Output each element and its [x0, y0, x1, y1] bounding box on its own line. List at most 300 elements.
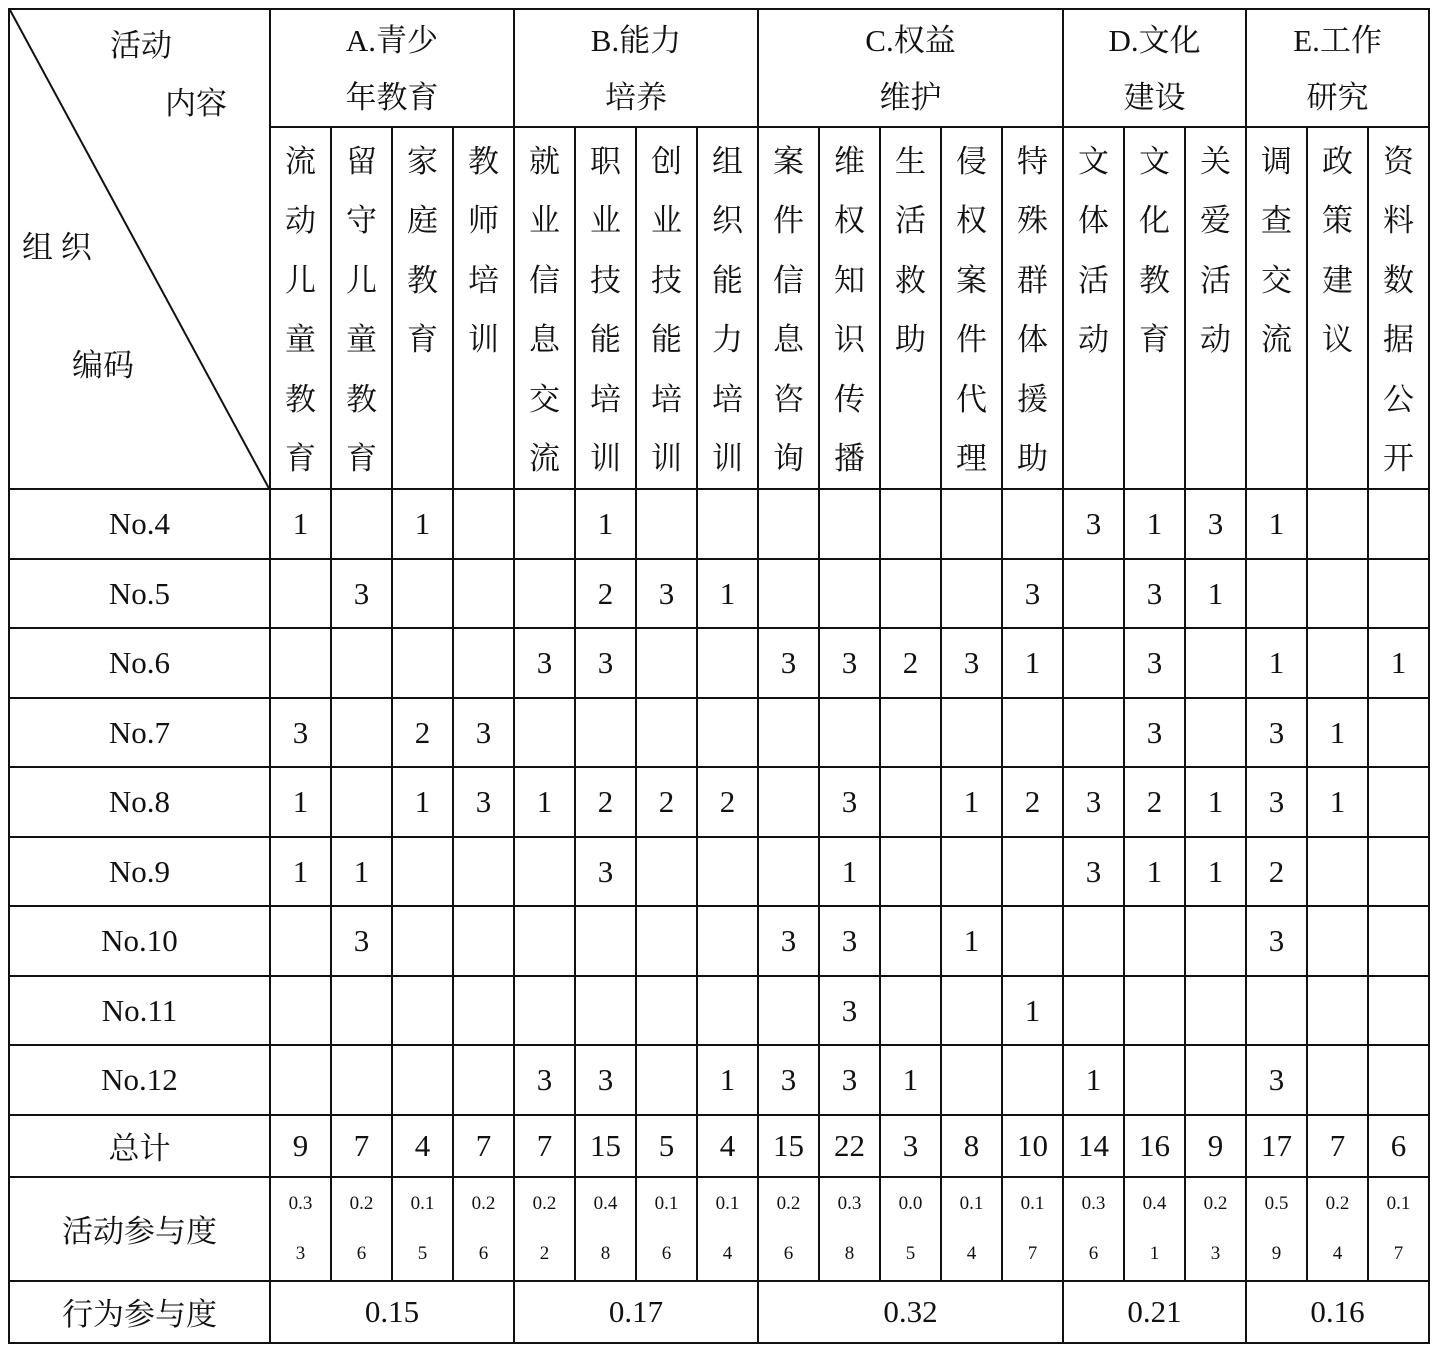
score-cell: [758, 489, 819, 559]
table-row: [9, 976, 1429, 1046]
score-cell: [758, 837, 819, 907]
sub-activity-label: 留 守 儿 童 教 育: [346, 144, 377, 477]
total-cell: 16: [1124, 1115, 1185, 1177]
score-cell: 2: [392, 698, 453, 768]
score-cell: 1: [270, 837, 331, 907]
score-cell: 2: [1124, 767, 1185, 837]
score-cell: [270, 559, 331, 629]
score-cell: 2: [575, 767, 636, 837]
table-row: [9, 837, 1429, 907]
table-row: [9, 559, 1429, 629]
corner-top-label-2: 内容: [165, 86, 227, 121]
score-cell: [1307, 976, 1368, 1046]
score-cell: [270, 906, 331, 976]
score-cell: 1: [392, 489, 453, 559]
score-cell: [1063, 628, 1124, 698]
total-cell: 15: [758, 1115, 819, 1177]
activity-participation-cell: [1368, 1177, 1429, 1281]
score-cell: [392, 976, 453, 1046]
score-cell: [1063, 698, 1124, 768]
score-cell: 1: [514, 767, 575, 837]
score-cell: 1: [1246, 628, 1307, 698]
group-header: [514, 9, 758, 127]
score-cell: [331, 628, 392, 698]
score-cell: [636, 628, 697, 698]
score-cell: 1: [331, 837, 392, 907]
score-cell: 3: [270, 698, 331, 768]
participation-value-part-1: 0.1: [715, 1192, 740, 1214]
score-cell: 3: [1246, 698, 1307, 768]
row-label: No.6: [9, 628, 270, 698]
table-row: [9, 767, 1429, 837]
sub-activity-label: 教 师 培 训: [468, 144, 499, 358]
total-row: [9, 1115, 1429, 1177]
score-cell: 1: [697, 1045, 758, 1115]
score-cell: 1: [1124, 837, 1185, 907]
sub-activity-header: [392, 127, 453, 489]
score-cell: [880, 767, 941, 837]
score-cell: [1368, 837, 1429, 907]
score-cell: 3: [514, 628, 575, 698]
participation-value-part-1: 0.1: [959, 1192, 984, 1214]
table-row: [9, 698, 1429, 768]
score-cell: [392, 906, 453, 976]
group-title-line-1: B.能力: [590, 23, 682, 58]
row-label: No.5: [9, 559, 270, 629]
score-cell: [1185, 976, 1246, 1046]
participation-value-part-2: 6: [783, 1242, 794, 1264]
score-cell: 3: [1063, 767, 1124, 837]
score-cell: 3: [1124, 698, 1185, 768]
score-cell: [941, 698, 1002, 768]
table-row: [9, 489, 1429, 559]
activity-participation-cell: [1307, 1177, 1368, 1281]
score-cell: [1185, 906, 1246, 976]
participation-table: [8, 8, 1430, 1344]
score-cell: [1002, 1045, 1063, 1115]
score-cell: [331, 767, 392, 837]
score-cell: 3: [1185, 489, 1246, 559]
score-cell: [636, 906, 697, 976]
behavior-participation-label: 行为参与度: [9, 1281, 270, 1343]
sub-activity-header: [331, 127, 392, 489]
score-cell: 3: [819, 767, 880, 837]
score-cell: [697, 698, 758, 768]
group-title-line-1: E.工作: [1293, 23, 1382, 58]
activity-participation-cell: [331, 1177, 392, 1281]
score-cell: 1: [941, 906, 1002, 976]
participation-value-part-1: 0.2: [471, 1192, 496, 1214]
score-cell: [758, 976, 819, 1046]
behavior-participation-cell: 0.32: [758, 1281, 1063, 1343]
score-cell: 3: [1002, 559, 1063, 629]
participation-value-part-1: 0.5: [1264, 1192, 1289, 1214]
score-cell: 3: [819, 1045, 880, 1115]
behavior-participation-cell: 0.17: [514, 1281, 758, 1343]
row-label: No.9: [9, 837, 270, 907]
sub-activity-label: 生 活 救 助: [895, 144, 926, 358]
score-cell: 2: [697, 767, 758, 837]
score-cell: [880, 837, 941, 907]
score-cell: 2: [636, 767, 697, 837]
score-cell: [758, 559, 819, 629]
sub-activity-header: [270, 127, 331, 489]
sub-activity-header: [453, 127, 514, 489]
score-cell: 1: [697, 559, 758, 629]
score-cell: [270, 1045, 331, 1115]
score-cell: [514, 698, 575, 768]
sub-activity-label: 组 织 能 力 培 训: [712, 144, 743, 477]
score-cell: [453, 906, 514, 976]
sub-activity-header: [880, 127, 941, 489]
activity-participation-cell: [941, 1177, 1002, 1281]
total-cell: 4: [697, 1115, 758, 1177]
score-cell: [1307, 628, 1368, 698]
corner-left-label-2: 编码: [72, 348, 134, 383]
score-cell: [575, 906, 636, 976]
total-cell: 5: [636, 1115, 697, 1177]
score-cell: [758, 767, 819, 837]
score-cell: 3: [636, 559, 697, 629]
score-cell: [1063, 559, 1124, 629]
score-cell: [1063, 906, 1124, 976]
sub-activity-label: 侵 权 案 件 代 理: [956, 144, 987, 477]
activity-participation-cell: [880, 1177, 941, 1281]
score-cell: 3: [453, 698, 514, 768]
participation-value-part-2: 6: [1088, 1242, 1099, 1264]
sub-activity-header: [514, 127, 575, 489]
row-label: No.11: [9, 976, 270, 1046]
total-cell: 22: [819, 1115, 880, 1177]
group-title-line-2: 研究: [1306, 80, 1369, 115]
score-cell: [941, 837, 1002, 907]
sub-activity-label: 维 权 知 识 传 播: [834, 144, 865, 477]
behavior-participation-cell: 0.15: [270, 1281, 514, 1343]
sub-activity-label: 资 料 数 据 公 开: [1383, 144, 1415, 477]
score-cell: [1002, 837, 1063, 907]
score-cell: 1: [270, 767, 331, 837]
score-cell: [392, 837, 453, 907]
score-cell: 2: [1002, 767, 1063, 837]
table-row: [9, 906, 1429, 976]
activity-participation-label: 活动参与度: [9, 1177, 270, 1281]
sub-activity-header: [1063, 127, 1124, 489]
score-cell: [1368, 906, 1429, 976]
score-cell: 3: [1246, 767, 1307, 837]
activity-participation-cell: [453, 1177, 514, 1281]
score-cell: [514, 976, 575, 1046]
score-cell: [514, 837, 575, 907]
participation-value-part-2: 4: [966, 1242, 977, 1264]
score-cell: [392, 559, 453, 629]
score-cell: 1: [880, 1045, 941, 1115]
score-cell: [697, 837, 758, 907]
score-cell: 2: [1246, 837, 1307, 907]
sub-activity-header: [1002, 127, 1063, 489]
score-cell: 3: [941, 628, 1002, 698]
score-cell: [1124, 1045, 1185, 1115]
score-cell: 3: [819, 906, 880, 976]
score-cell: [1368, 1045, 1429, 1115]
total-cell: 9: [270, 1115, 331, 1177]
score-cell: 3: [1124, 628, 1185, 698]
activity-participation-cell: [270, 1177, 331, 1281]
score-cell: [819, 489, 880, 559]
score-cell: 3: [758, 1045, 819, 1115]
score-cell: [697, 628, 758, 698]
sub-activity-header: [1124, 127, 1185, 489]
score-cell: [1368, 559, 1429, 629]
score-cell: [697, 489, 758, 559]
corner-left-label-1: 组 织: [22, 230, 92, 265]
score-cell: [453, 837, 514, 907]
participation-value-part-1: 0.2: [532, 1192, 557, 1214]
participation-value-part-1: 0.0: [898, 1192, 923, 1214]
score-cell: [514, 906, 575, 976]
participation-value-part-2: 4: [1332, 1242, 1343, 1264]
score-cell: [1185, 628, 1246, 698]
participation-value-part-2: 6: [478, 1242, 489, 1264]
score-cell: [880, 906, 941, 976]
sub-activity-header: [575, 127, 636, 489]
score-cell: [1368, 489, 1429, 559]
score-cell: [331, 698, 392, 768]
activity-participation-cell: [514, 1177, 575, 1281]
score-cell: 1: [1185, 767, 1246, 837]
score-cell: [819, 559, 880, 629]
score-cell: 3: [1063, 837, 1124, 907]
participation-value-part-2: 7: [1393, 1242, 1404, 1264]
score-cell: [453, 1045, 514, 1115]
total-cell: 7: [1307, 1115, 1368, 1177]
participation-value-part-2: 6: [356, 1242, 367, 1264]
total-cell: 3: [880, 1115, 941, 1177]
row-label: No.4: [9, 489, 270, 559]
score-cell: 1: [1307, 698, 1368, 768]
total-cell: 8: [941, 1115, 1002, 1177]
score-cell: 3: [758, 906, 819, 976]
score-cell: [331, 976, 392, 1046]
total-cell: 6: [1368, 1115, 1429, 1177]
activity-participation-cell: [392, 1177, 453, 1281]
sub-activity-label: 调 查 交 流: [1261, 144, 1293, 358]
score-cell: [880, 698, 941, 768]
participation-table-container: [8, 8, 1430, 1344]
sub-activity-header: [697, 127, 758, 489]
total-cell: 17: [1246, 1115, 1307, 1177]
score-cell: [941, 559, 1002, 629]
participation-value-part-2: 1: [1149, 1242, 1160, 1264]
total-cell: 7: [331, 1115, 392, 1177]
corner-header-cell: [9, 9, 270, 489]
score-cell: [1307, 906, 1368, 976]
sub-activity-header: [1246, 127, 1307, 489]
score-cell: [1124, 906, 1185, 976]
score-cell: [514, 559, 575, 629]
total-cell: 10: [1002, 1115, 1063, 1177]
score-cell: [453, 489, 514, 559]
score-cell: [1002, 489, 1063, 559]
score-cell: [270, 628, 331, 698]
score-cell: [1246, 559, 1307, 629]
score-cell: [1002, 906, 1063, 976]
total-cell: 7: [453, 1115, 514, 1177]
group-title-line-2: 培养: [605, 80, 667, 115]
group-header: [758, 9, 1063, 127]
sub-activity-header: [636, 127, 697, 489]
score-cell: [697, 906, 758, 976]
activity-participation-cell: [575, 1177, 636, 1281]
row-label: No.8: [9, 767, 270, 837]
score-cell: 1: [575, 489, 636, 559]
group-header-row: [9, 9, 1429, 127]
corner-top-label-1: 活动: [110, 28, 172, 63]
participation-value-part-1: 0.2: [349, 1192, 374, 1214]
score-cell: 2: [575, 559, 636, 629]
participation-value-part-1: 0.2: [776, 1192, 801, 1214]
score-cell: [636, 837, 697, 907]
total-cell: 7: [514, 1115, 575, 1177]
score-cell: 1: [1368, 628, 1429, 698]
score-cell: [636, 1045, 697, 1115]
score-cell: [392, 1045, 453, 1115]
participation-value-part-2: 8: [600, 1242, 611, 1264]
total-cell: 14: [1063, 1115, 1124, 1177]
group-header: [270, 9, 514, 127]
behavior-participation-row: [9, 1281, 1429, 1343]
sub-activity-label: 文 化 教 育: [1139, 144, 1171, 358]
score-cell: 3: [1246, 906, 1307, 976]
activity-participation-cell: [636, 1177, 697, 1281]
participation-value-part-1: 0.4: [593, 1192, 618, 1214]
participation-value-part-1: 0.3: [1081, 1192, 1106, 1214]
total-cell: 9: [1185, 1115, 1246, 1177]
score-cell: 3: [819, 976, 880, 1046]
score-cell: [758, 698, 819, 768]
group-title-line-1: A.青少: [345, 23, 439, 58]
participation-value-part-2: 7: [1027, 1242, 1038, 1264]
group-title-line-2: 年教育: [345, 80, 439, 115]
activity-participation-row: [9, 1177, 1429, 1281]
score-cell: 1: [1246, 489, 1307, 559]
score-cell: 3: [1063, 489, 1124, 559]
table-row: [9, 628, 1429, 698]
participation-value-part-2: 3: [295, 1242, 306, 1264]
score-cell: [575, 976, 636, 1046]
activity-participation-cell: [1002, 1177, 1063, 1281]
score-cell: [331, 1045, 392, 1115]
score-cell: [453, 628, 514, 698]
score-cell: [514, 489, 575, 559]
score-cell: 1: [270, 489, 331, 559]
score-cell: 3: [758, 628, 819, 698]
participation-value-part-2: 8: [844, 1242, 855, 1264]
score-cell: [941, 976, 1002, 1046]
participation-value-part-1: 0.3: [837, 1192, 862, 1214]
score-cell: 3: [575, 628, 636, 698]
score-cell: [331, 489, 392, 559]
sub-activity-label: 就 业 信 息 交 流: [529, 144, 560, 477]
score-cell: 3: [819, 628, 880, 698]
participation-value-part-1: 0.1: [1386, 1192, 1411, 1214]
total-cell: 15: [575, 1115, 636, 1177]
score-cell: 1: [1185, 559, 1246, 629]
score-cell: [1307, 837, 1368, 907]
sub-activity-label: 家 庭 教 育: [407, 144, 438, 358]
participation-value-part-1: 0.2: [1325, 1192, 1350, 1214]
score-cell: [819, 698, 880, 768]
score-cell: 3: [453, 767, 514, 837]
score-cell: [941, 1045, 1002, 1115]
sub-activity-header: [819, 127, 880, 489]
sub-activity-label: 文 体 活 动: [1078, 144, 1110, 358]
sub-activity-label: 案 件 信 息 咨 询: [773, 144, 804, 477]
score-cell: [1185, 1045, 1246, 1115]
sub-activity-label: 关 爱 活 动: [1200, 144, 1232, 358]
sub-activity-label: 职 业 技 能 培 训: [590, 144, 621, 477]
participation-value-part-1: 0.1: [1020, 1192, 1045, 1214]
sub-activity-label: 流 动 儿 童 教 育: [285, 144, 316, 477]
activity-participation-cell: [1246, 1177, 1307, 1281]
behavior-participation-cell: 0.16: [1246, 1281, 1429, 1343]
participation-value-part-2: 9: [1271, 1242, 1282, 1264]
score-cell: 3: [1246, 1045, 1307, 1115]
score-cell: 1: [1124, 489, 1185, 559]
sub-activity-label: 创 业 技 能 培 训: [651, 144, 682, 477]
sub-activity-header: [941, 127, 1002, 489]
score-cell: [880, 559, 941, 629]
activity-participation-cell: [1124, 1177, 1185, 1281]
score-cell: 1: [941, 767, 1002, 837]
score-cell: [1063, 976, 1124, 1046]
score-cell: [636, 698, 697, 768]
participation-value-part-2: 5: [417, 1242, 428, 1264]
sub-activity-header: [758, 127, 819, 489]
row-label: No.7: [9, 698, 270, 768]
score-cell: 1: [1307, 767, 1368, 837]
group-title-line-1: D.文化: [1108, 23, 1201, 58]
score-cell: [880, 976, 941, 1046]
activity-participation-cell: [758, 1177, 819, 1281]
score-cell: [880, 489, 941, 559]
score-cell: 3: [514, 1045, 575, 1115]
activity-participation-cell: [1185, 1177, 1246, 1281]
group-title-line-1: C.权益: [865, 23, 956, 58]
behavior-participation-cell: 0.21: [1063, 1281, 1246, 1343]
score-cell: [941, 489, 1002, 559]
score-cell: [575, 698, 636, 768]
row-label: No.12: [9, 1045, 270, 1115]
score-cell: [1185, 698, 1246, 768]
score-cell: [636, 489, 697, 559]
score-cell: [1307, 489, 1368, 559]
participation-value-part-1: 0.2: [1203, 1192, 1228, 1214]
participation-value-part-1: 0.1: [654, 1192, 679, 1214]
table-row: [9, 1045, 1429, 1115]
score-cell: [392, 628, 453, 698]
score-cell: 1: [392, 767, 453, 837]
score-cell: [270, 976, 331, 1046]
sub-activity-header: [1368, 127, 1429, 489]
score-cell: [636, 976, 697, 1046]
sub-activity-label: 特 殊 群 体 援 助: [1017, 144, 1048, 477]
score-cell: 3: [331, 906, 392, 976]
group-title-line-2: 建设: [1123, 80, 1186, 115]
activity-participation-cell: [697, 1177, 758, 1281]
score-cell: [1368, 698, 1429, 768]
participation-value-part-2: 5: [905, 1242, 916, 1264]
score-cell: [1246, 976, 1307, 1046]
